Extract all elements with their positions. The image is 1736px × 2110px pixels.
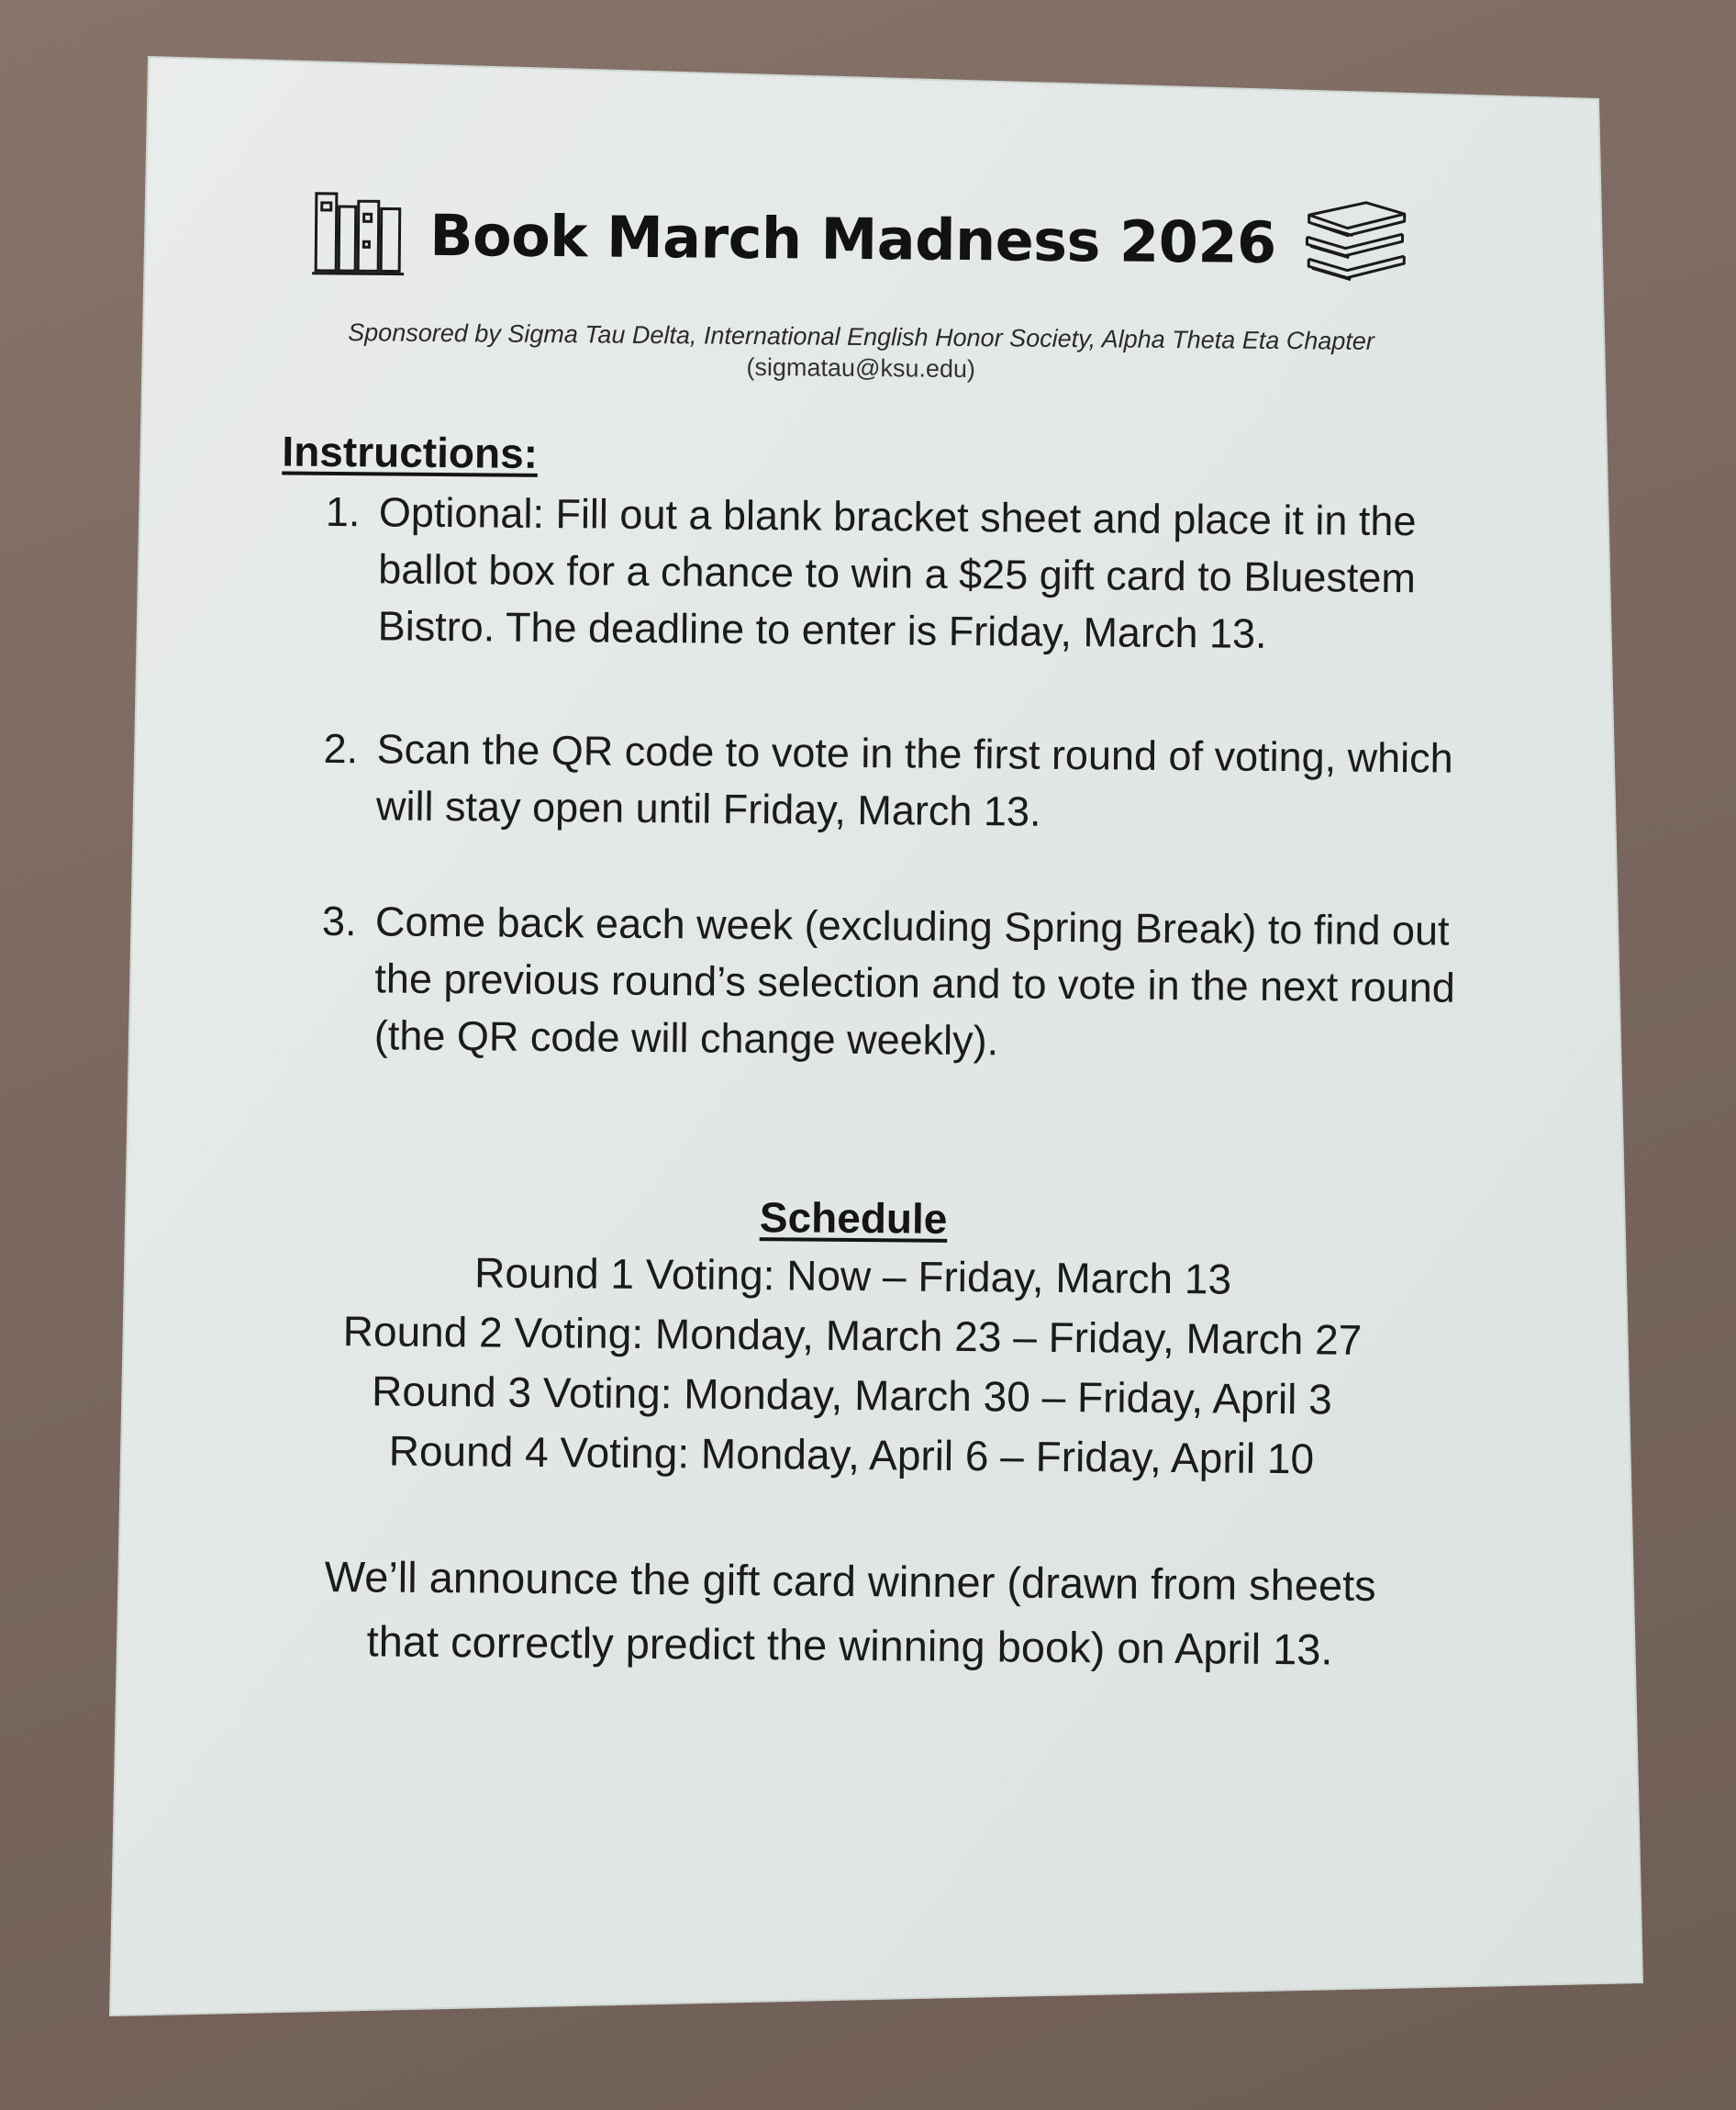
step-text: Optional: Fill out a blank bracket sheet and place it in the ballot box for a chance to win a $25 gift card to Bluestem Bistro. The deadline to enter is Friday, March 13. (377, 488, 1417, 657)
schedule-round-3: Round 3 Voting: Monday, March 30 – Friday, April 3 (371, 1367, 1333, 1423)
title-row (210, 178, 1514, 299)
step-number: 1. (325, 487, 361, 536)
bookshelf-icon (310, 185, 406, 283)
list-item (321, 893, 1479, 1074)
list-item (325, 484, 1483, 664)
closing-line-1: We’ll announce the gift card winner (drawn from sheets (324, 1551, 1376, 1610)
step-text: Scan the QR code to vote in the first round of voting, which will stay open until Friday, March 13. (375, 725, 1453, 835)
closing-line-2: that correctly predict the winning book) on April 13. (366, 1616, 1333, 1674)
schedule-list (200, 1241, 1505, 1490)
schedule-round-4: Round 4 Voting: Monday, April 6 – Friday, April 10 (388, 1426, 1315, 1483)
schedule-heading: Schedule (759, 1193, 948, 1243)
flyer-content (198, 178, 1514, 1683)
step-number: 2. (323, 724, 359, 773)
closing-note (198, 1544, 1502, 1683)
sponsor-line: Sponsored by Sigma Tau Delta, International English Honor Society, Alpha Theta Eta Chapter (348, 318, 1374, 355)
contact-email: (sigmatau@ksu.edu) (746, 352, 976, 384)
list-item (323, 720, 1480, 844)
schedule-round-2: Round 2 Voting: Monday, March 23 – Friday, March 27 (342, 1307, 1363, 1364)
instructions-list (204, 483, 1511, 1074)
page-title: Book March Madness 2026 (428, 201, 1276, 276)
step-text: Come back each week (excluding Spring Break) to find out the previous round’s selection and to vote in the next round (the QR code will change weekly). (373, 898, 1456, 1065)
step-number: 3. (321, 897, 357, 945)
book-stack-icon (1299, 195, 1414, 292)
schedule-round-1: Round 1 Voting: Now – Friday, March 13 (473, 1248, 1232, 1303)
instructions-heading: Instructions: (282, 427, 539, 477)
